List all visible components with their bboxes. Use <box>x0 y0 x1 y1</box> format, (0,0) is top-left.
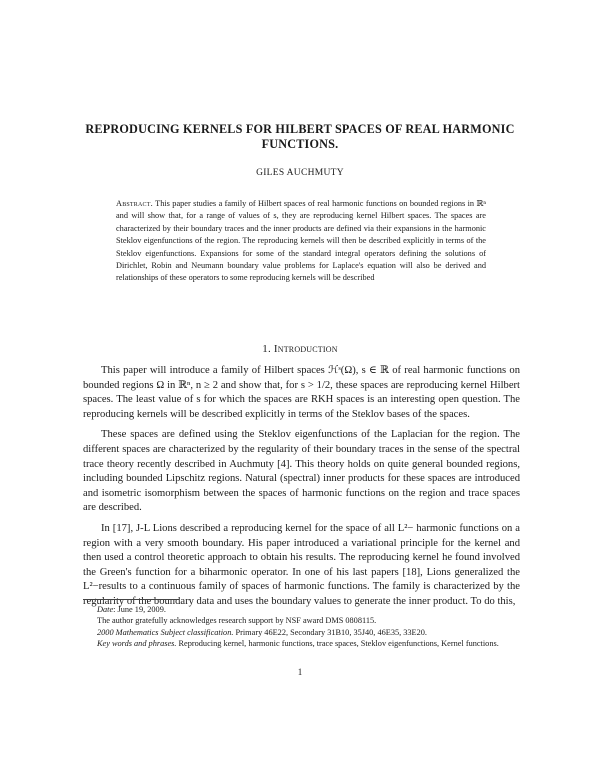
paragraph: These spaces are defined using the Steklov eigenfunctions of the Laplacian for the region. The different spaces are characterized by the regularity of their boundary traces in the sense of the spectral trace theory recently described in Auchmuty [4]. This theory holds on quite general bounded regions, including bounded Lipschitz regions. Natural (spectral) inner products for these spaces are introduced and isometric isomorphism between the spaces of harmonic functions on the region and trace spaces are described. <box>83 429 520 514</box>
footnote-support: The author gratefully acknowledges research support by NSF award DMS 0808115. <box>97 616 377 626</box>
section-heading <box>80 343 520 355</box>
footnote-msc-value: Primary 46E22, Secondary 31B10, 35J40, 46E35, 33E20. <box>233 627 427 637</box>
abstract-text: This paper studies a family of Hilbert spaces of real harmonic functions on bounded regions in ℝⁿ and will show that, for a range of values of s, they are reproducing kernel Hilbert spaces. The spaces are characterized by their boundary traces and the inner products are defined via their expansions in the harmonic Steklov eigenfunctions of the region. The reproducing kernels will then be described explicitly in terms of the Steklov eigenfunctions. Expansions for some of the standard integral operators defining the solutions of Dirichlet, Robin and Neumann boundary value problems for Laplace's equation will also be derived and relationships of these operators to some reproducing kernels will be described <box>116 199 486 283</box>
footnote-keywords-value: Reproducing kernel, harmonic functions, trace spaces, Steklov eigenfunctions, Kernel functions. <box>176 638 499 648</box>
footnotes <box>83 604 520 649</box>
footnote-date-label: Date <box>97 605 114 614</box>
paper-title: REPRODUCING KERNELS FOR HILBERT SPACES OF REAL HARMONIC FUNCTIONS. <box>85 122 515 151</box>
footnote-rule <box>83 599 179 600</box>
paragraph: This paper will introduce a family of Hilbert spaces ℋˢ(Ω), s ∈ ℝ of real harmonic functions on bounded regions Ω in ℝⁿ, n ≥ 2 and show that, for s > 1/2, these spaces are reproducing kernel Hilbert spaces. The least value of s for which the spaces are RKH spaces is an interesting open question. The reproducing kernels will be described explicitly in terms of the Steklov bases of the spaces. <box>83 365 520 420</box>
body-text <box>83 364 520 616</box>
section-heading-text: 1. Introduction <box>262 343 338 355</box>
paper-author: GILES AUCHMUTY <box>256 168 344 178</box>
footnote-keywords-label: Key words and phrases. <box>97 638 177 648</box>
footnote-date <box>83 604 520 615</box>
footnote-date-value: : June 19, 2009. <box>113 605 166 614</box>
abstract-block <box>116 198 486 285</box>
paragraph: In [17], J-L Lions described a reproducing kernel for the space of all L²− harmonic functions on a region with a very smooth boundary. His paper introduced a variational principle for the kernel and then used a control theoretic approach to obtain his results. The reproducing kernel he found involved the Green's function for a biharmonic operator. In one of his last papers [18], Lions generalized the L²−results to a continuous family of spaces of harmonic functions. The family is characterized by the regularity of the boundary data and uses the boundary values to generate the inner product. To do this, <box>83 522 520 607</box>
footnote-keywords <box>83 638 520 649</box>
footnote-msc-label: 2000 Mathematics Subject classification. <box>97 627 234 637</box>
abstract-label: Abstract. <box>116 199 153 208</box>
page-number: 1 <box>297 667 303 677</box>
footnote-msc <box>83 627 520 638</box>
